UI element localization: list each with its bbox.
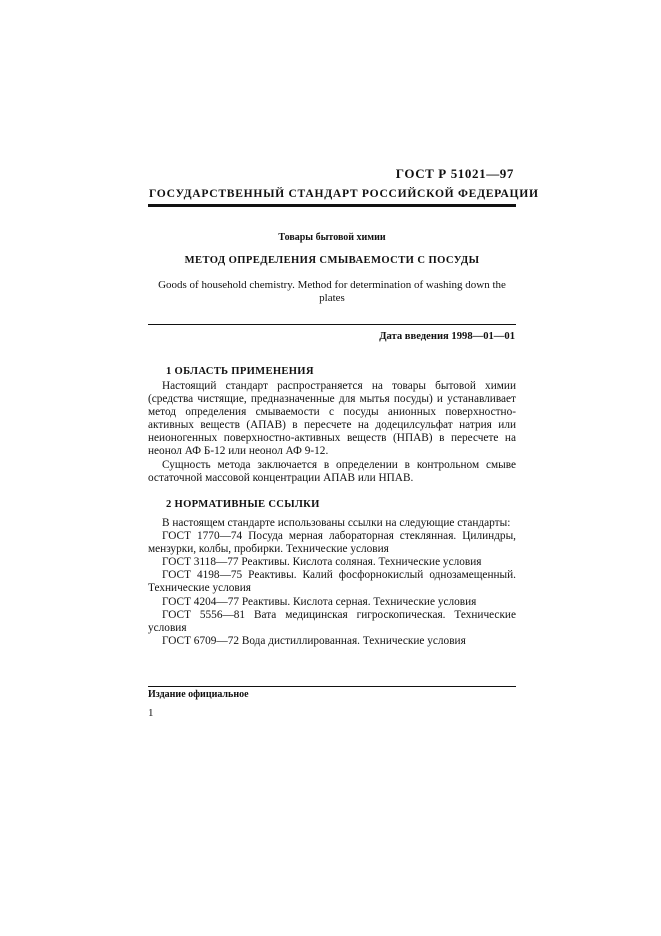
reference-item: ГОСТ 6709—72 Вода дистиллированная. Технические условия <box>162 634 466 647</box>
reference-item: ГОСТ 3118—77 Реактивы. Кислота соляная. Технические условия <box>162 556 482 569</box>
reference-item: ГОСТ 4198—75 Реактивы. Калий фосфорнокислый однозамещенный. Технические условия <box>148 569 516 595</box>
state-standard-heading: ГОСУДАРСТВЕННЫЙ СТАНДАРТ РОССИЙСКОЙ ФЕДЕРАЦИИ <box>149 187 539 200</box>
reference-item: ГОСТ 4204—77 Реактивы. Кислота серная. Технические условия <box>162 595 477 608</box>
section-1-heading: 1 ОБЛАСТЬ ПРИМЕНЕНИЯ <box>166 366 314 377</box>
paragraph: В настоящем стандарте использованы ссылки на следующие стандарты: <box>162 517 511 529</box>
product-category: Товары бытовой химии <box>278 232 386 243</box>
effective-date: Дата введения 1998—01—01 <box>379 331 515 342</box>
footer-rule <box>148 686 516 687</box>
document-code: ГОСТ Р 51021—97 <box>395 166 514 181</box>
reference-item: ГОСТ 5556—81 Вата медицинская гигроскопическая. Технические условия <box>148 608 516 634</box>
english-title: Goods of household chemistry. Method for determination of washing down the plates <box>158 279 506 304</box>
page-number: 1 <box>148 707 154 719</box>
top-rule <box>148 204 516 207</box>
paragraph: Сущность метода заключается в определении в контрольном смыве остаточной массовой концентрации АПАВ или НПАВ. <box>148 458 516 484</box>
section-2-heading: 2 НОРМАТИВНЫЕ ССЫЛКИ <box>166 499 320 510</box>
official-edition: Издание официальное <box>148 689 249 700</box>
section-2-body <box>148 517 516 648</box>
title-rule <box>148 324 516 325</box>
section-1-body <box>148 380 516 485</box>
paragraph: Настоящий стандарт распространяется на товары бытовой химии (средства чистящие, предназначенные для мытья посуды) и устанавливает метод определения смываемости с посуды анионных поверхностно-активных веществ (АПАВ) в пересчете на додецилсульфат натрия или неионогенных поверхностно-активных веществ (НПАВ) в пересчете на неонол АФ Б-12 или неонол АФ 9-12. <box>148 380 516 458</box>
reference-item: ГОСТ 1770—74 Посуда мерная лабораторная стеклянная. Цилиндры, мензурки, колбы, пробирки. Технические условия <box>148 530 516 556</box>
method-title: МЕТОД ОПРЕДЕЛЕНИЯ СМЫВАЕМОСТИ С ПОСУДЫ <box>184 255 480 266</box>
